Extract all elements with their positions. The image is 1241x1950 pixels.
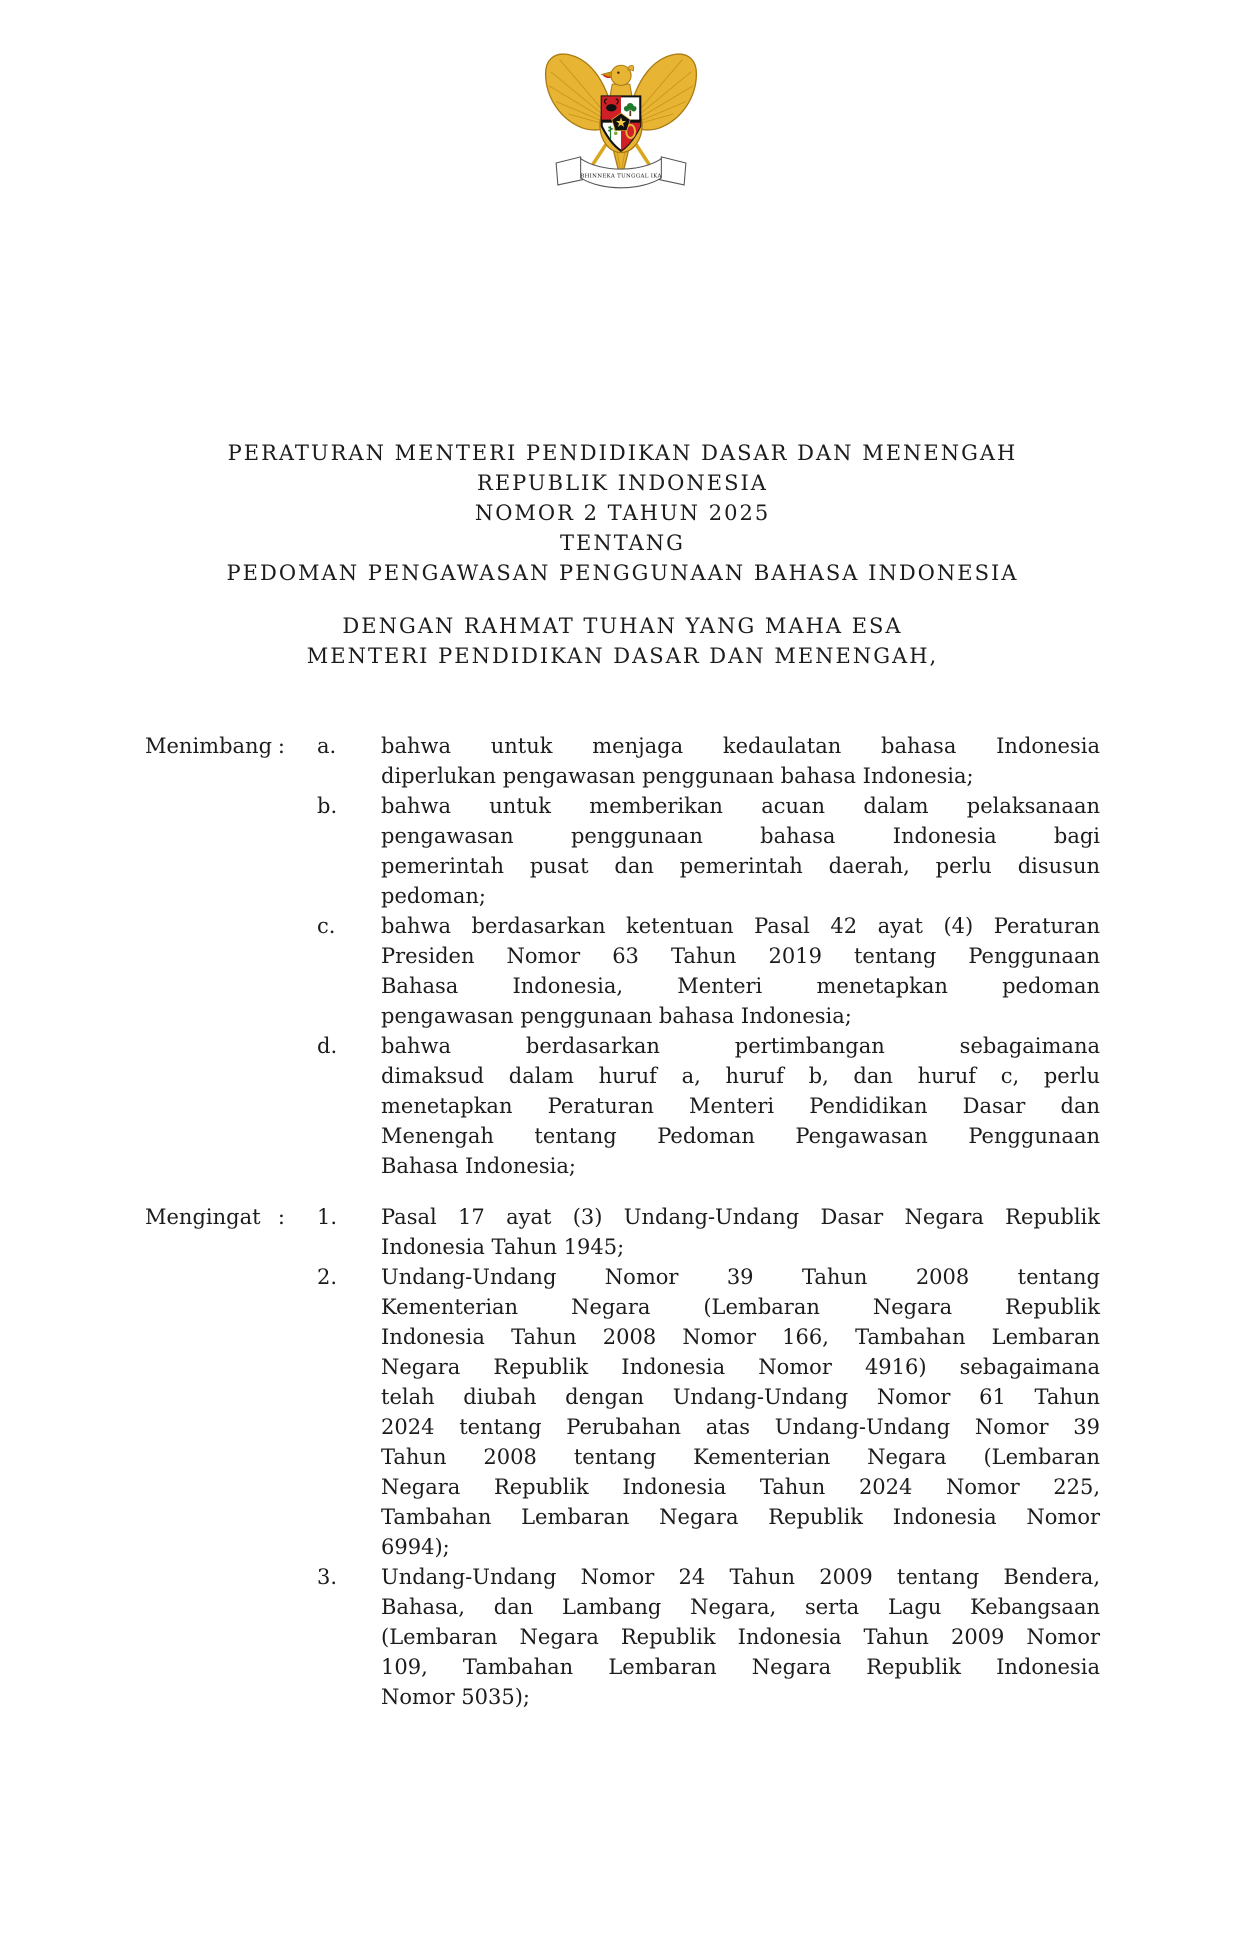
text-line: Kementerian Negara (Lembaran Negara Republik	[381, 1295, 1100, 1319]
preamble-line: DENGAN RAHMAT TUHAN YANG MAHA ESA	[342, 614, 903, 638]
list-item	[317, 1562, 1100, 1712]
text-line: pengawasan penggunaan bahasa Indonesia;	[381, 1004, 852, 1028]
considerations-sections	[145, 731, 1100, 1712]
list-item-text	[381, 1202, 1100, 1262]
text-line: bahwa berdasarkan ketentuan Pasal 42 ayat (4) Peraturan	[381, 914, 1100, 938]
section-label	[145, 731, 285, 761]
text-line: 109, Tambahan Lembaran Negara Republik Indonesia	[381, 1655, 1100, 1679]
list-item	[317, 731, 1100, 791]
list-item-text	[381, 1031, 1100, 1181]
text-line: diperlukan pengawasan penggunaan bahasa Indonesia;	[381, 764, 974, 788]
list-item-text	[381, 791, 1100, 911]
list-item-text	[381, 1262, 1100, 1562]
text-line: Negara Republik Indonesia Tahun 2024 Nomor 225,	[381, 1475, 1100, 1499]
text-line: Tambahan Lembaran Negara Republik Indonesia Nomor	[381, 1505, 1100, 1529]
text-line: Menengah tentang Pedoman Pengawasan Penggunaan	[381, 1124, 1100, 1148]
text-line: Indonesia Tahun 1945;	[381, 1235, 625, 1259]
text-line: menetapkan Peraturan Menteri Pendidikan Dasar dan	[381, 1094, 1100, 1118]
section-label	[145, 1202, 285, 1232]
text-line: dimaksud dalam huruf a, huruf b, dan huruf c, perlu	[381, 1064, 1100, 1088]
list-item-text	[381, 731, 1100, 791]
document-preamble	[145, 611, 1100, 671]
list-item	[317, 791, 1100, 911]
text-line: pengawasan penggunaan bahasa Indonesia bagi	[381, 824, 1100, 848]
section-label-word: Menimbang	[145, 734, 273, 758]
title-line: TENTANG	[560, 531, 685, 555]
text-line: pedoman;	[381, 884, 486, 908]
emblem-container	[0, 42, 1241, 213]
list-item	[317, 1202, 1100, 1262]
text-line: telah diubah dengan Undang-Undang Nomor 61 Tahun	[381, 1385, 1100, 1409]
text-line: 6994);	[381, 1535, 450, 1559]
list-item-text	[381, 911, 1100, 1031]
section-menimbang	[145, 731, 1100, 1181]
text-line: Bahasa Indonesia, Menteri menetapkan pedoman	[381, 974, 1100, 998]
list-item-marker: a.	[317, 734, 337, 758]
text-line: Nomor 5035);	[381, 1685, 530, 1709]
text-line: Bahasa Indonesia;	[381, 1154, 576, 1178]
text-line: Presiden Nomor 63 Tahun 2019 tentang Penggunaan	[381, 944, 1100, 968]
text-line: 2024 tentang Perubahan atas Undang-Undang Nomor 39	[381, 1415, 1100, 1439]
text-line: Negara Republik Indonesia Nomor 4916) sebagaimana	[381, 1355, 1100, 1379]
text-line: Bahasa, dan Lambang Negara, serta Lagu Kebangsaan	[381, 1595, 1100, 1619]
text-line: Undang-Undang Nomor 24 Tahun 2009 tentang Bendera,	[381, 1565, 1100, 1589]
preamble-line: MENTERI PENDIDIKAN DASAR DAN MENENGAH,	[306, 644, 939, 668]
section-label-word: Mengingat	[145, 1205, 261, 1229]
list-item	[317, 911, 1100, 1031]
document-title	[145, 438, 1100, 588]
text-line: bahwa untuk menjaga kedaulatan bahasa Indonesia	[381, 734, 1100, 758]
text-line: (Lembaran Negara Republik Indonesia Tahun 2009 Nomor	[381, 1625, 1100, 1649]
garuda-pancasila-emblem	[542, 42, 700, 213]
list-item-marker: d.	[317, 1034, 338, 1058]
section-items	[317, 731, 1100, 1181]
text-line: Tahun 2008 tentang Kementerian Negara (Lembaran	[381, 1445, 1100, 1469]
text-line: bahwa berdasarkan pertimbangan sebagaimana	[381, 1034, 1100, 1058]
bhinneka-tunggal-ika-motto: BHINNEKA TUNGGAL IKA	[579, 173, 662, 180]
list-item-text	[381, 1562, 1100, 1712]
section-items	[317, 1202, 1100, 1712]
title-line: PEDOMAN PENGAWASAN PENGGUNAAN BAHASA INDONESIA	[226, 561, 1019, 585]
list-item	[317, 1031, 1100, 1181]
list-item	[317, 1262, 1100, 1562]
section-label-colon: :	[277, 1205, 285, 1229]
text-line: Pasal 17 ayat (3) Undang-Undang Dasar Negara Republik	[381, 1205, 1100, 1229]
text-line: Indonesia Tahun 2008 Nomor 166, Tambahan Lembaran	[381, 1325, 1100, 1349]
title-line: REPUBLIK INDONESIA	[477, 471, 768, 495]
list-item-marker: b.	[317, 794, 338, 818]
text-line: Undang-Undang Nomor 39 Tahun 2008 tentang	[381, 1265, 1100, 1289]
list-item-marker: 2.	[317, 1265, 338, 1289]
section-label-colon: :	[277, 734, 285, 758]
section-mengingat	[145, 1202, 1100, 1712]
title-line: PERATURAN MENTERI PENDIDIKAN DASAR DAN MENENGAH	[227, 441, 1018, 465]
list-item-marker: 1.	[317, 1205, 338, 1229]
text-line: bahwa untuk memberikan acuan dalam pelaksanaan	[381, 794, 1100, 818]
title-line: NOMOR 2 TAHUN 2025	[474, 501, 771, 525]
text-line: pemerintah pusat dan pemerintah daerah, perlu disusun	[381, 854, 1100, 878]
list-item-marker: c.	[317, 914, 336, 938]
list-item-marker: 3.	[317, 1565, 338, 1589]
